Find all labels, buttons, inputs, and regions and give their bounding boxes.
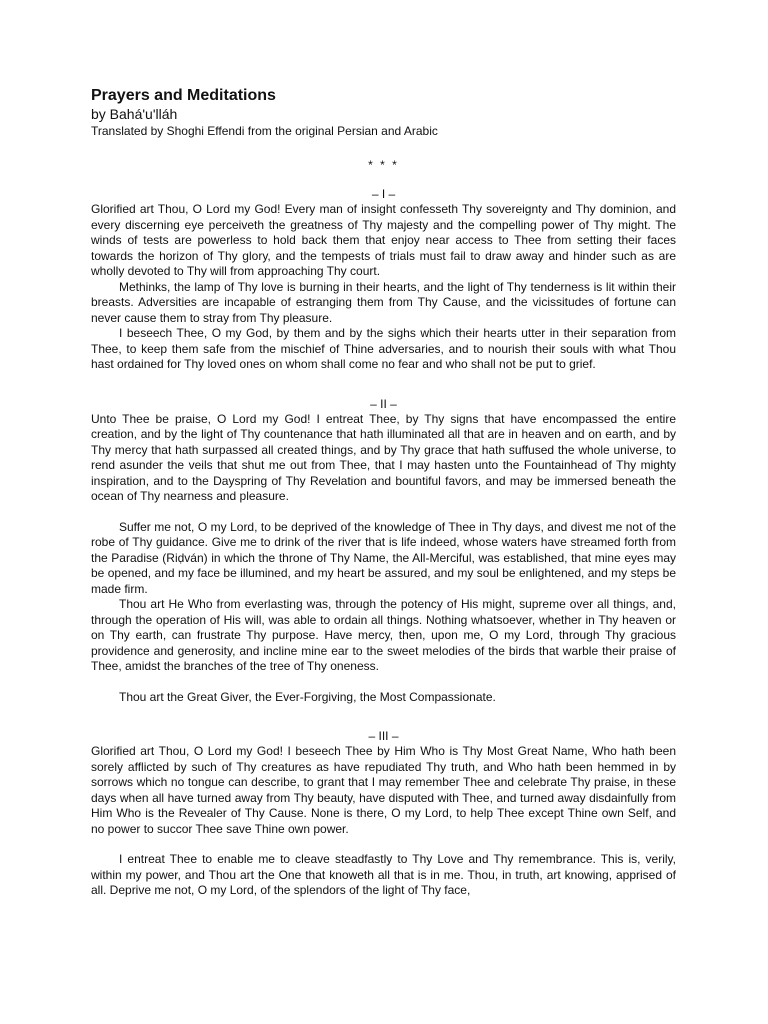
paragraph: Thou art He Who from everlasting was, through the potency of His might, supreme over all things, and, through the operation of His will, was able to ordain all things. Nothing whatsoever, whether in Thy heaven or on Thy earth, can frustrate Thy purpose. Have mercy, then, upon me, O my Lord, through Thy gracious providence and generosity, and incline mine ear to the sweet melodies of the birds that warble their praise of Thee, amidst the branches of the tree of Thy oneness. (91, 597, 676, 673)
document-page (91, 86, 676, 899)
section-heading: – II – (370, 396, 397, 411)
section-2 (91, 396, 676, 706)
section-1 (91, 186, 676, 373)
section-heading: – I – (371, 187, 396, 201)
paragraph: Suffer me not, O my Lord, to be deprived of the knowledge of Thee in Thy days, and divest me not of the robe of Thy guidance. Give me to drink of the river that is life indeed, whose waters have streamed forth from the Paradise (Riḍván) in which the throne of Thy Name, the All-Merciful, was established, that mine eyes may be opened, and my face be illumined, and my heart be assured, and my soul be enlightened, and my steps be made firm. (91, 519, 676, 596)
paragraph: Glorified art Thou, O Lord my God! I beseech Thee by Him Who is Thy Most Great Name, Who hath been sorely afflicted by such of Thy creatures as have repudiated Thy truth, and Who hath been hemmed in by sorrows which no tongue can describe, to grant that I may remember Thee and celebrate Thy praise, in these days when all have turned away from Thy beauty, have disputed with Thee, and turned away disdainfully from Him Who is the Revealer of Thy Cause. None is there, O my Lord, to help Thee except Thine own Self, and no power to succor Thee save Thine own power. (91, 744, 676, 836)
translator-line: Translated by Shoghi Effendi from the original Persian and Arabic (91, 124, 438, 138)
section-3 (91, 728, 676, 899)
author-line: by Bahá'u'lláh (91, 106, 178, 122)
paragraph: Glorified art Thou, O Lord my God! Every man of insight confesseth Thy sovereignty and Thy dominion, and every discerning eye perceiveth the greatness of Thy majesty and the compelling power of Thy might. The winds of tests are powerless to hold back them that enjoy near access to Thee from setting their faces towards the horizon of Thy glory, and the tempests of trials must fail to draw away and hinder such as are wholly devoted to Thy will from approaching Thy court. (91, 202, 676, 278)
section-separator: * * * (368, 158, 399, 172)
paragraph: I beseech Thee, O my God, by them and by the sighs which their hearts utter in their separation from Thee, to keep them safe from the mischief of Thine adversaries, and to nourish their souls with what Thou hast ordained for Thy loved ones on whom shall come no fear and who shall not be put to grief. (91, 326, 676, 371)
paragraph: Thou art the Great Giver, the Ever-Forgiving, the Most Compassionate. (119, 689, 496, 704)
document-title: Prayers and Meditations (91, 87, 276, 104)
section-heading: – III – (368, 729, 399, 743)
paragraph: Unto Thee be praise, O Lord my God! I entreat Thee, by Thy signs that have encompassed the entire creation, and by the light of Thy countenance that hath illuminated all that are in heaven and on earth, and by Thy mercy that hath surpassed all created things, and by Thy grace that hath suffused the whole universe, to rend asunder the veils that shut me out from Thee, that I may hasten unto the Fountainhead of Thy mighty inspiration, and to the Dayspring of Thy Revelation and bountiful favors, and may be immersed beneath the ocean of Thy nearness and pleasure. (91, 411, 676, 503)
paragraph: Methinks, the lamp of Thy love is burning in their hearts, and the light of Thy tenderness is lit within their breasts. Adversities are incapable of estranging them from Thy Cause, and the vicissitudes of fortune can never cause them to stray from Thy pleasure. (91, 279, 676, 325)
paragraph: I entreat Thee to enable me to cleave steadfastly to Thy Love and Thy remembrance. This is, verily, within my power, and Thou art the One that knoweth all that is in me. Thou, in truth, art knowing, apprised of all. Deprive me not, O my Lord, of the splendors of the light of Thy face, (91, 852, 676, 897)
